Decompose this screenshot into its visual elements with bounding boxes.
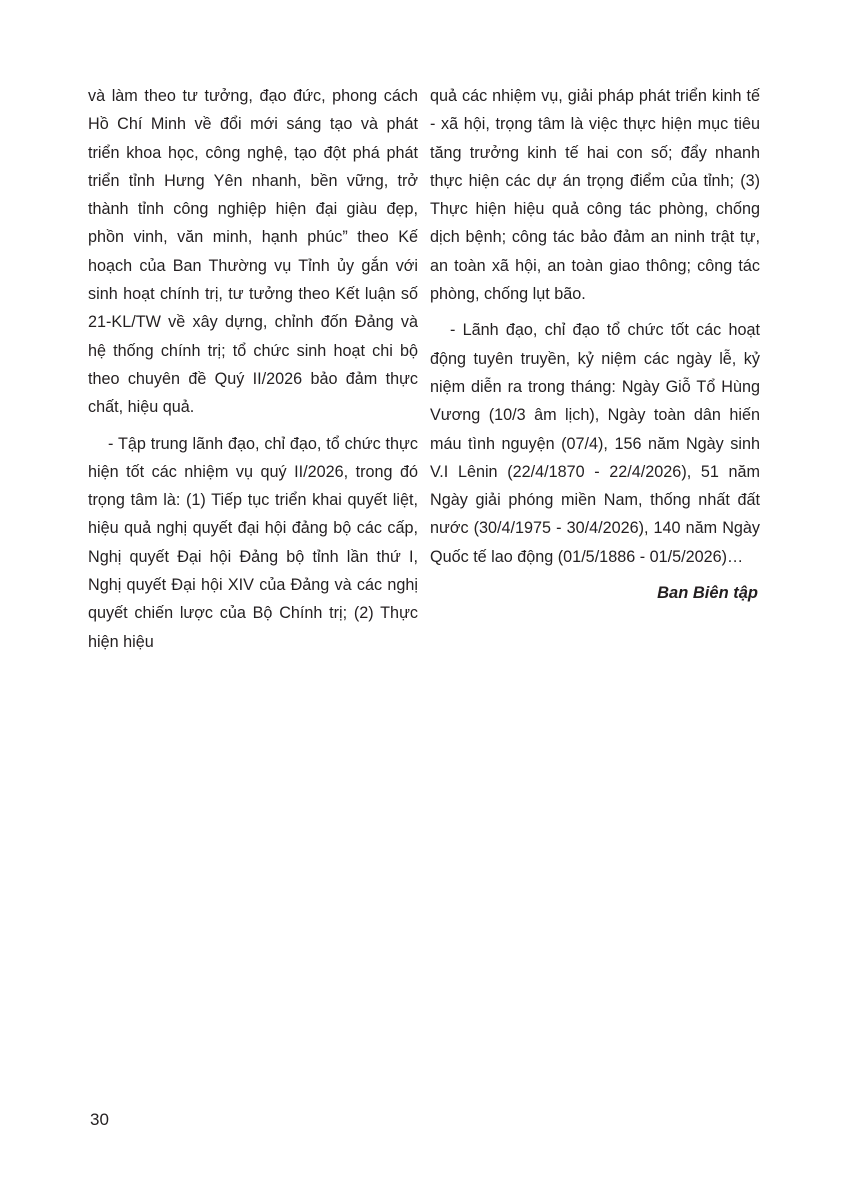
right-column (430, 82, 760, 607)
left-column (88, 82, 418, 656)
left-paragraph-tasks: - Tập trung lãnh đạo, chỉ đạo, tổ chức thực hiện tốt các nhiệm vụ quý II/2026, trong đó trọng tâm là: (1) Tiếp tục triển khai quyết liệt, hiệu quả nghị quyết đại hội đảng bộ các cấp, Nghị quyết Đại hội Đảng bộ tỉnh lần thứ I, Nghị quyết Đại hội XIV của Đảng và các nghị quyết chiến lược của Bộ Chính trị; (2) Thực hiện hiệu (88, 434, 418, 651)
left-paragraph-continuation: và làm theo tư tưởng, đạo đức, phong cách Hồ Chí Minh về đổi mới sáng tạo và phát triển khoa học, công nghệ, tạo đột phá phát triển tỉnh Hưng Yên nhanh, bền vững, trở thành tỉnh công nghiệp hiện đại giàu đẹp, phồn vinh, văn minh, hạnh phúc” theo Kế hoạch của Ban Thường vụ Tỉnh ủy gắn với sinh hoạt chính trị, tư tưởng theo Kết luận số 21-KL/TW về xây dựng, chỉnh đốn Đảng và hệ thống chính trị; tổ chức sinh hoạt chi bộ theo chuyên đề Quý II/2026 bảo đảm thực chất, hiệu quả. (88, 87, 418, 417)
editorial-board-signature: Ban Biên tập (657, 584, 758, 603)
right-paragraph-continuation: quả các nhiệm vụ, giải pháp phát triển kinh tế - xã hội, trọng tâm là việc thực hiện mục tiêu tăng trưởng kinh tế hai con số; đẩy nhanh thực hiện các dự án trọng điểm của tỉnh; (3) Thực hiện hiệu quả công tác phòng, chống dịch bệnh; công tác bảo đảm an ninh trật tự, an toàn xã hội, an toàn giao thông; công tác phòng, chống lụt bão. (430, 87, 760, 304)
page-number: 30 (90, 1110, 109, 1129)
right-paragraph-propaganda: - Lãnh đạo, chỉ đạo tổ chức tốt các hoạt động tuyên truyền, kỷ niệm các ngày lễ, kỷ niệm diễn ra trong tháng: Ngày Giỗ Tổ Hùng Vương (10/3 âm lịch), Ngày toàn dân hiến máu tình nguyện (07/4), 156 năm Ngày sinh V.I Lênin (22/4/1870 - 22/4/2026), 51 năm Ngày giải phóng miền Nam, thống nhất đất nước (30/4/1975 - 30/4/2026), 140 năm Ngày Quốc tế lao động (01/5/1886 - 01/5/2026)… (430, 321, 760, 566)
